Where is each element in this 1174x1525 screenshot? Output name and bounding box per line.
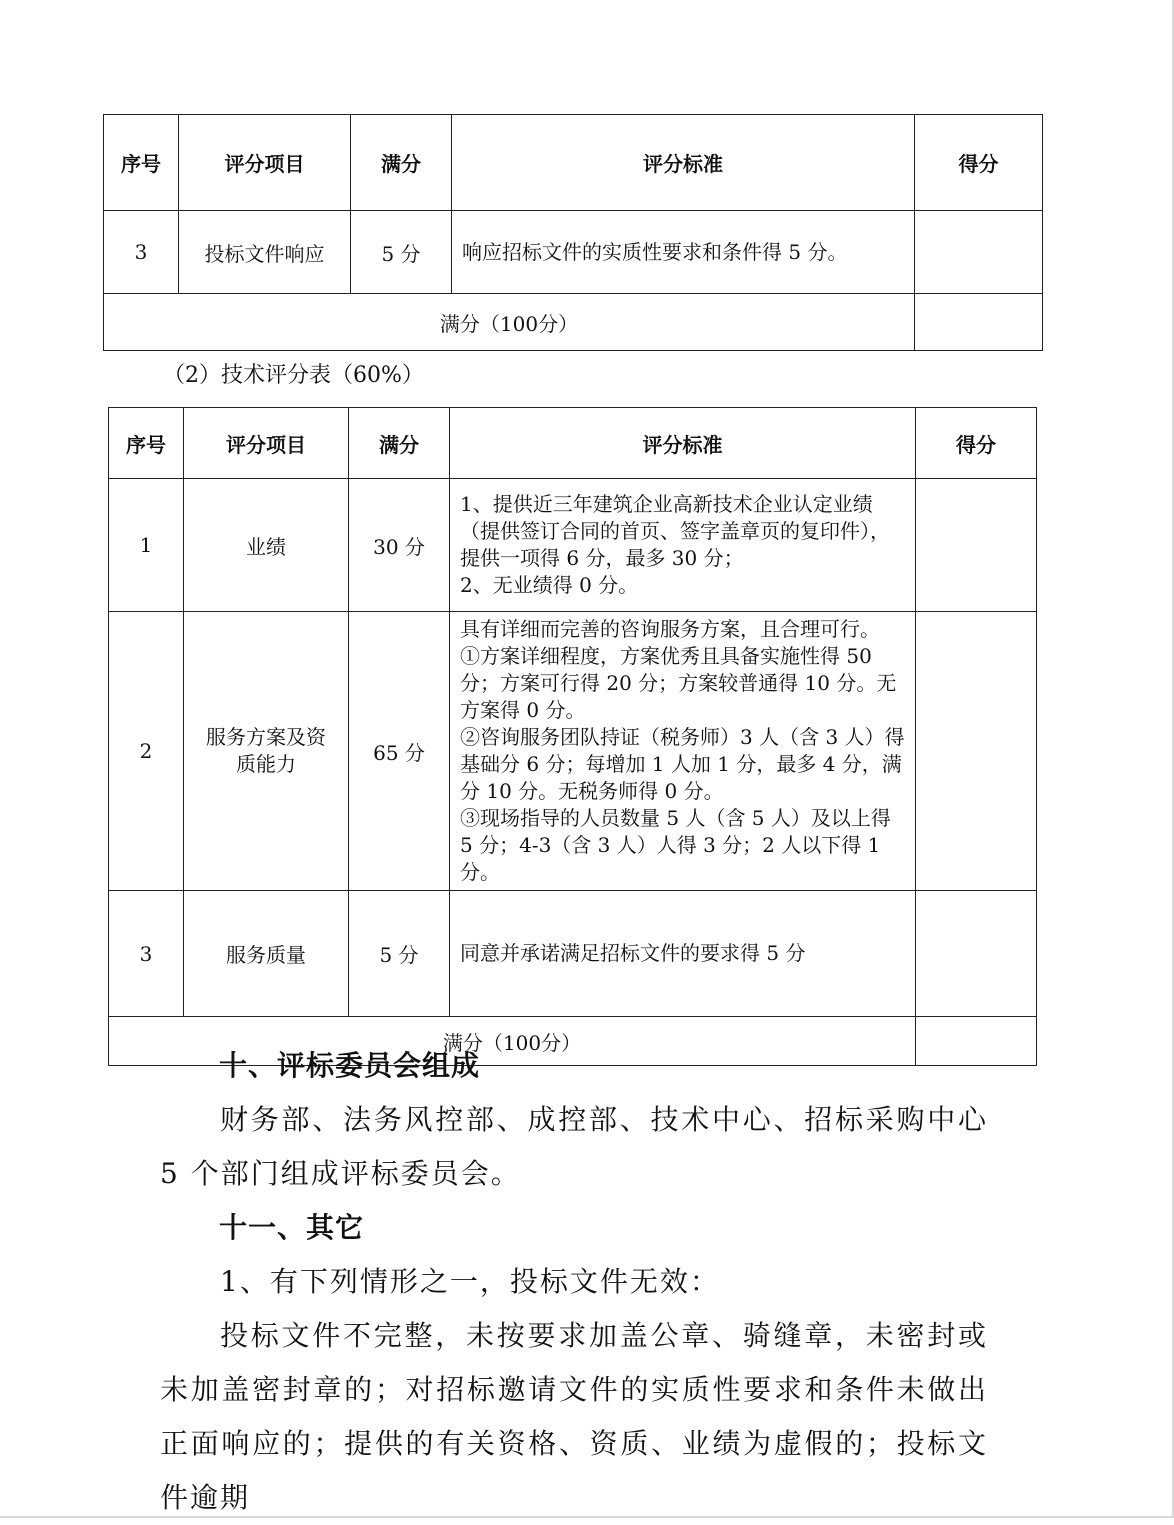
row-full: 30 分 bbox=[349, 479, 450, 612]
row-full: 5 分 bbox=[349, 891, 450, 1017]
table2-caption: （2）技术评分表（60%） bbox=[163, 363, 424, 388]
header-full: 满分 bbox=[351, 115, 452, 211]
row-score bbox=[916, 891, 1037, 1017]
standard-line: ②咨询服务团队持证（税务师）3 人（含 3 人）得基础分 6 分；每增加 1 人加 1 分，最多 4 分，满分 10 分。无税务师得 0 分。 bbox=[460, 725, 905, 803]
table-header-row bbox=[109, 408, 1037, 479]
header-standard: 评分标准 bbox=[450, 408, 916, 479]
row-item: 投标文件响应 bbox=[179, 211, 351, 294]
row-item: 服务质量 bbox=[184, 891, 349, 1017]
header-standard: 评分标准 bbox=[452, 115, 915, 211]
row-item: 业绩 bbox=[184, 479, 349, 612]
total-score bbox=[916, 1017, 1037, 1066]
row-standard bbox=[450, 891, 916, 1017]
scoring-table-continued bbox=[103, 114, 1043, 351]
row-score bbox=[916, 479, 1037, 612]
standard-line: 同意并承诺满足招标文件的要求得 5 分 bbox=[460, 941, 806, 965]
row-standard bbox=[450, 479, 916, 612]
table-row bbox=[109, 479, 1037, 612]
standard-line: 响应招标文件的实质性要求和条件得 5 分。 bbox=[462, 239, 848, 264]
total-score bbox=[915, 294, 1043, 351]
section11-body: 投标文件不完整，未按要求加盖公章、骑缝章，未密封或未加盖密封章的；对招标邀请文件的实质性要求和条件未做出正面响应的；提供的有关资格、资质、业绩为虚假的；投标文件逾期 bbox=[160, 1319, 988, 1514]
header-no: 序号 bbox=[109, 408, 184, 479]
table-row bbox=[104, 211, 1043, 294]
standard-line: ①方案详细程度，方案优秀且具备实施性得 50 分；方案可行得 20 分；方案较普通得 10 分。无方案得 0 分。 bbox=[460, 644, 897, 722]
row-standard bbox=[450, 612, 916, 891]
row-score bbox=[915, 211, 1043, 294]
header-score: 得分 bbox=[915, 115, 1043, 211]
technical-scoring-table bbox=[108, 407, 1037, 1066]
row-item: 服务方案及资质能力 bbox=[184, 612, 349, 891]
row-full: 5 分 bbox=[351, 211, 452, 294]
row-no: 2 bbox=[109, 612, 184, 891]
header-no: 序号 bbox=[104, 115, 179, 211]
section10-heading: 十、评标委员会组成 bbox=[219, 1049, 481, 1082]
section11-heading: 十一、其它 bbox=[219, 1211, 365, 1244]
row-standard bbox=[452, 211, 915, 294]
header-score: 得分 bbox=[916, 408, 1037, 479]
row-score bbox=[916, 612, 1037, 891]
section10-body: 财务部、法务风控部、成控部、技术中心、招标采购中心 5 个部门组成评标委员会。 bbox=[160, 1103, 988, 1190]
table-total-row bbox=[104, 294, 1043, 351]
standard-line: 2、无业绩得 0 分。 bbox=[460, 573, 639, 597]
standard-line: 1、提供近三年建筑企业高新技术企业认定业绩（提供签订合同的首页、签字盖章页的复印件），提供一项得 6 分，最多 30 分； bbox=[460, 492, 890, 570]
row-no: 1 bbox=[109, 479, 184, 612]
table-row bbox=[109, 612, 1037, 891]
total-label: 满分（100分） bbox=[104, 294, 915, 351]
header-full: 满分 bbox=[349, 408, 450, 479]
header-item: 评分项目 bbox=[179, 115, 351, 211]
row-no: 3 bbox=[109, 891, 184, 1017]
standard-line: 具有详细而完善的咨询服务方案，且合理可行。 bbox=[460, 617, 880, 641]
table-header-row bbox=[104, 115, 1043, 211]
row-full: 65 分 bbox=[349, 612, 450, 891]
standard-line: ③现场指导的人员数量 5 人（含 5 人）及以上得 5 分；4-3（含 3 人）人得 3 分；2 人以下得 1 分。 bbox=[460, 806, 891, 884]
table-row bbox=[109, 891, 1037, 1017]
section11-item1: 1、有下列情形之一，投标文件无效： bbox=[220, 1265, 720, 1298]
row-no: 3 bbox=[104, 211, 179, 294]
total-label: 满分（100分） bbox=[109, 1017, 916, 1066]
header-item: 评分项目 bbox=[184, 408, 349, 479]
